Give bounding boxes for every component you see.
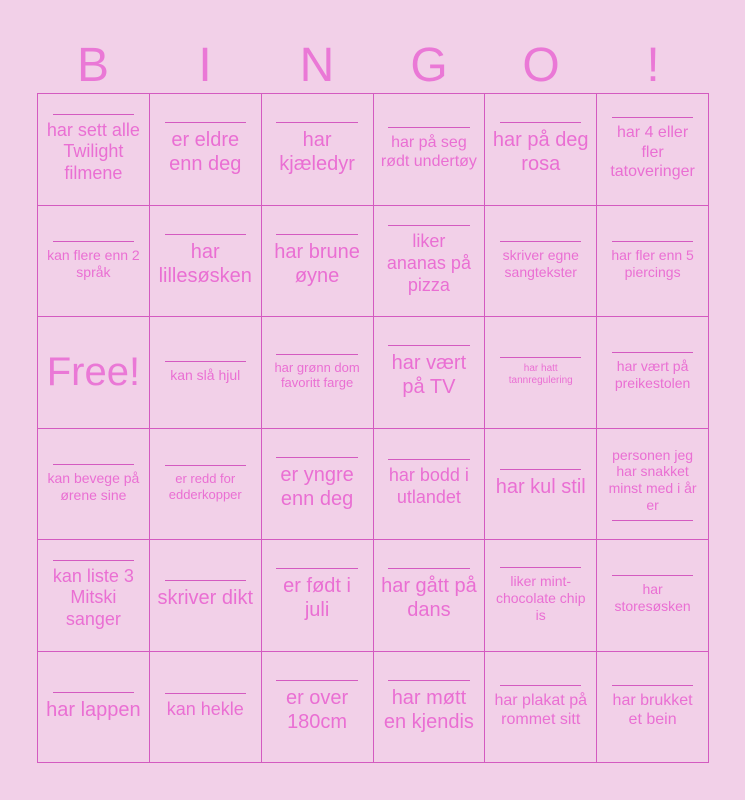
cell-text: har plakat på rommet sitt bbox=[494, 691, 587, 728]
cell-text: har vært på preikestolen bbox=[614, 358, 691, 392]
cell-text: har på seg rødt undertøy bbox=[380, 134, 477, 171]
bingo-cell[interactable] bbox=[150, 94, 262, 206]
cell-text: har kul stil bbox=[495, 475, 586, 498]
write-line bbox=[276, 680, 357, 681]
cell-text: har brukket et bein bbox=[612, 691, 693, 728]
bingo-cell[interactable] bbox=[597, 317, 709, 429]
title-letter-o: O bbox=[522, 39, 560, 92]
cell-text: har brune øyne bbox=[274, 240, 360, 287]
bingo-cell[interactable] bbox=[38, 206, 150, 318]
cell-text: liker mint-chocolate chip is bbox=[495, 573, 586, 623]
write-line bbox=[165, 122, 246, 123]
bingo-cell[interactable] bbox=[485, 94, 597, 206]
cell-text: har bodd i utlandet bbox=[388, 465, 469, 507]
cell-text: har 4 eller fler tatoveringer bbox=[610, 124, 695, 180]
bingo-cell[interactable] bbox=[150, 206, 262, 318]
bingo-cell[interactable] bbox=[374, 317, 486, 429]
write-line bbox=[612, 241, 693, 242]
write-line bbox=[53, 692, 134, 693]
write-line bbox=[53, 241, 134, 242]
write-line bbox=[165, 234, 246, 235]
free-text: Free! bbox=[46, 350, 141, 395]
cell-text: har fler enn 5 piercings bbox=[611, 246, 694, 280]
bingo-cell[interactable] bbox=[597, 540, 709, 652]
cell-text: har lillesøsken bbox=[158, 240, 252, 287]
cell-text: kan slå hjul bbox=[170, 366, 241, 383]
write-line bbox=[276, 234, 357, 235]
bingo-cell[interactable] bbox=[485, 206, 597, 318]
bingo-cell[interactable] bbox=[38, 540, 150, 652]
cell-text: skriver egne sangtekster bbox=[502, 246, 579, 280]
free-cell[interactable] bbox=[38, 317, 150, 429]
cell-text: kan flere enn 2 språk bbox=[47, 246, 140, 280]
bingo-cell[interactable] bbox=[38, 652, 150, 764]
bingo-cell[interactable] bbox=[597, 206, 709, 318]
bingo-cell[interactable] bbox=[485, 540, 597, 652]
cell-text: har gått på dans bbox=[381, 575, 477, 622]
bingo-cell[interactable] bbox=[262, 540, 374, 652]
bingo-cell[interactable] bbox=[597, 429, 709, 541]
write-line bbox=[612, 352, 693, 353]
cell-text: har storesøsken bbox=[614, 581, 691, 615]
write-line bbox=[276, 457, 357, 458]
bingo-cell[interactable] bbox=[150, 317, 262, 429]
cell-text: har kjæledyr bbox=[279, 129, 355, 176]
write-line bbox=[53, 464, 134, 465]
bingo-cell[interactable] bbox=[374, 206, 486, 318]
title-letter-i: I bbox=[198, 39, 212, 92]
write-line bbox=[165, 361, 246, 362]
write-line bbox=[53, 114, 134, 115]
bingo-cell[interactable] bbox=[597, 94, 709, 206]
write-line bbox=[388, 225, 469, 226]
bingo-cell[interactable] bbox=[150, 540, 262, 652]
write-line bbox=[612, 575, 693, 576]
cell-text: er redd for edderkopper bbox=[168, 471, 242, 502]
bingo-cell[interactable] bbox=[374, 94, 486, 206]
cell-text: har hatt tannregulering bbox=[508, 363, 573, 387]
cell-text: har møtt en kjendis bbox=[383, 686, 474, 733]
write-line bbox=[612, 520, 693, 521]
write-line bbox=[165, 465, 246, 466]
write-line bbox=[388, 345, 469, 346]
write-line bbox=[276, 354, 357, 355]
write-line bbox=[500, 357, 581, 358]
bingo-cell[interactable] bbox=[597, 652, 709, 764]
write-line bbox=[500, 122, 581, 123]
write-line bbox=[388, 568, 469, 569]
bingo-cell[interactable] bbox=[262, 317, 374, 429]
write-line bbox=[388, 459, 469, 460]
cell-text: kan liste 3 Mitski sanger bbox=[52, 565, 134, 630]
bingo-title bbox=[37, 38, 709, 94]
bingo-cell[interactable] bbox=[485, 317, 597, 429]
title-letter-b: B bbox=[76, 39, 109, 92]
write-line bbox=[53, 560, 134, 561]
bingo-cell[interactable] bbox=[374, 540, 486, 652]
bingo-cell[interactable] bbox=[262, 429, 374, 541]
bingo-cell[interactable] bbox=[150, 429, 262, 541]
write-line bbox=[165, 693, 246, 694]
cell-text: har på deg rosa bbox=[492, 129, 589, 176]
cell-text: kan bevege på ørene sine bbox=[47, 469, 140, 503]
bingo-board bbox=[37, 93, 709, 763]
cell-text: skriver dikt bbox=[157, 587, 254, 610]
bingo-cell[interactable] bbox=[150, 652, 262, 764]
write-line bbox=[388, 680, 469, 681]
cell-text: liker ananas på pizza bbox=[386, 231, 471, 295]
bingo-cell[interactable] bbox=[262, 94, 374, 206]
bingo-cell[interactable] bbox=[485, 652, 597, 764]
write-line bbox=[500, 567, 581, 568]
cell-text: personen jeg har snakket minst med i år er bbox=[608, 446, 697, 514]
cell-text: har vært på TV bbox=[391, 352, 467, 399]
bingo-cell[interactable] bbox=[262, 206, 374, 318]
write-line bbox=[500, 685, 581, 686]
cell-text: har grønn dom favoritt farge bbox=[274, 359, 360, 391]
bingo-cell[interactable] bbox=[262, 652, 374, 764]
cell-text: er eldre enn deg bbox=[169, 129, 242, 176]
title-letter-g: G bbox=[410, 39, 448, 92]
bingo-cell[interactable] bbox=[374, 429, 486, 541]
write-line bbox=[500, 469, 581, 470]
cell-text: er over 180cm bbox=[285, 686, 349, 733]
write-line bbox=[276, 122, 357, 123]
bingo-cell[interactable] bbox=[485, 429, 597, 541]
cell-text: har lappen bbox=[46, 698, 141, 721]
cell-text: har sett alle Twilight filmene bbox=[46, 119, 140, 184]
bingo-cell[interactable] bbox=[38, 94, 150, 206]
bingo-cell[interactable] bbox=[38, 429, 150, 541]
write-line bbox=[388, 127, 469, 128]
write-line bbox=[612, 117, 693, 118]
cell-text: er født i juli bbox=[283, 575, 351, 622]
title-letter-exclamation: ! bbox=[646, 39, 660, 92]
cell-text: er yngre enn deg bbox=[280, 463, 354, 510]
write-line bbox=[165, 580, 246, 581]
write-line bbox=[612, 685, 693, 686]
write-line bbox=[500, 241, 581, 242]
title-letter-n: N bbox=[299, 39, 335, 92]
write-line bbox=[276, 568, 357, 569]
bingo-cell[interactable] bbox=[374, 652, 486, 764]
cell-text: kan hekle bbox=[166, 698, 244, 719]
